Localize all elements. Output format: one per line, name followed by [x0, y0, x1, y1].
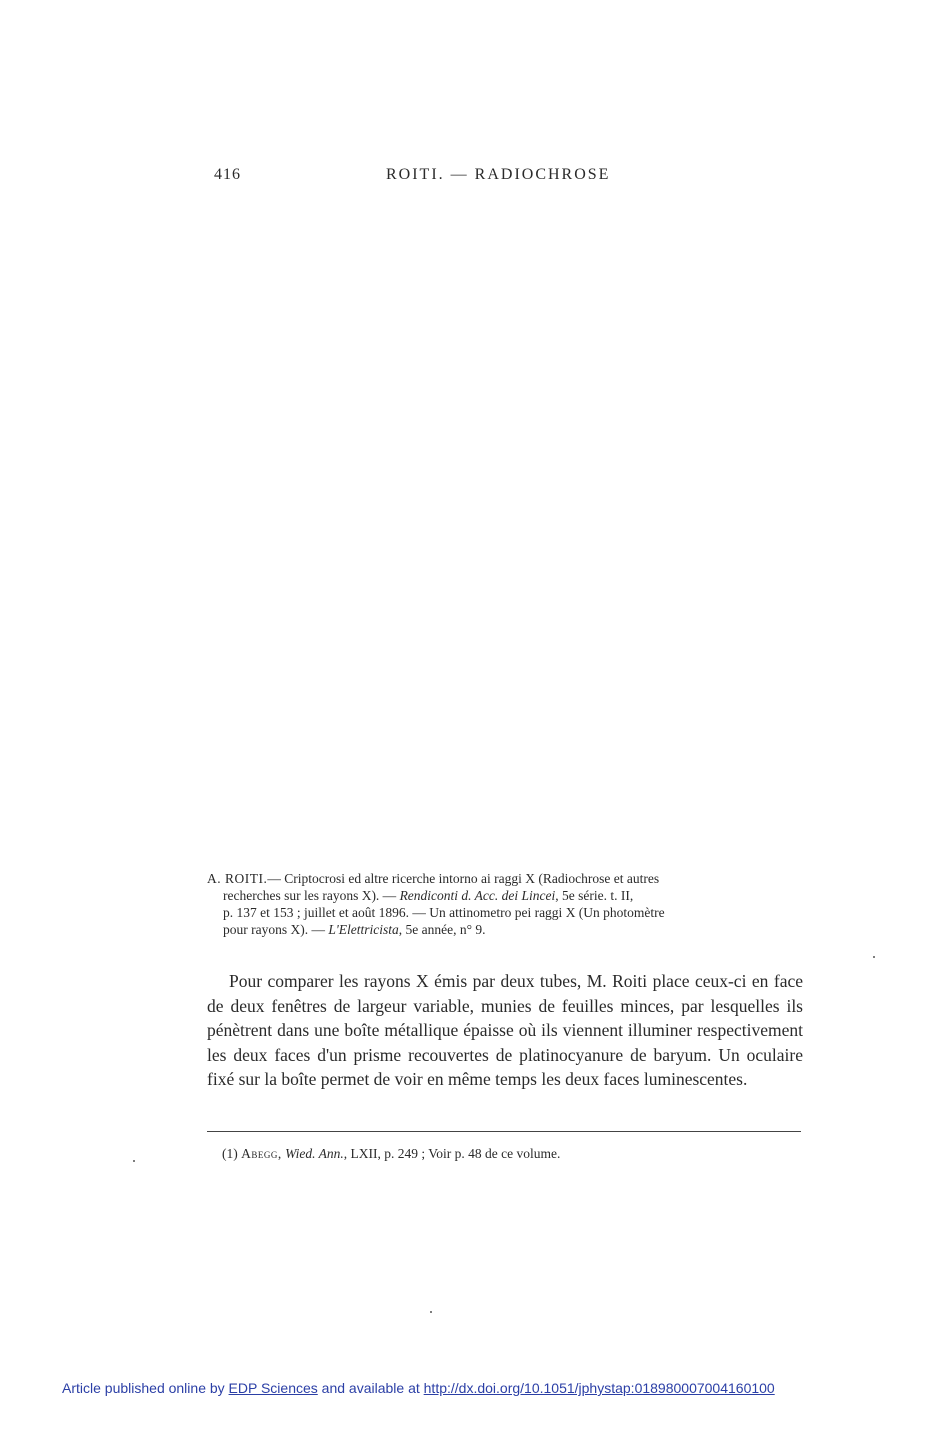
stray-mark: [133, 1160, 135, 1162]
reference-line-1: — Criptocrosi ed altre ricerche intorno ai raggi X (Radiochrose et autres: [267, 871, 660, 886]
doi-link[interactable]: http://dx.doi.org/10.1051/jphystap:018980007004160100: [423, 1380, 775, 1396]
reference-line-2: recherches sur les rayons X). —: [223, 888, 400, 903]
reference-line-4: pour rayons X). —: [223, 922, 329, 937]
footer-prefix: Article published online by: [62, 1380, 225, 1396]
footnote-journal: Wied. Ann.: [285, 1146, 344, 1161]
reference-line-3: p. 137 et 153 ; juillet et août 1896. — Un attinometro pei raggi X (Un photomètre: [223, 905, 665, 920]
body-text: [207, 969, 803, 1092]
reference-journal-2: L'Elettricista: [328, 922, 399, 937]
footnote-marker: (1): [222, 1146, 238, 1161]
stray-mark: [873, 956, 875, 958]
footnote-author: Abegg,: [241, 1146, 282, 1161]
page-number: 416: [214, 166, 241, 183]
reference-block: [207, 870, 803, 938]
reference-journal-1: Rendiconti d. Acc. dei Lincei: [399, 888, 556, 903]
footnote: [222, 1145, 560, 1162]
stray-mark: [430, 1311, 432, 1313]
footer-middle: and available at: [321, 1380, 420, 1396]
reference-journal-2-tail: , 5e année, n° 9.: [398, 922, 486, 937]
reference-journal-1-tail: , 5e série. t. II,: [555, 888, 634, 903]
body-paragraph: Pour comparer les rayons X émis par deux tubes, M. Roiti place ceux-ci en face de deux fenêtres de largeur variable, munies de feuilles minces, par lesquelles ils pénètrent dans une boîte métallique épaisse où ils viennent illuminer respectivement les deux faces d'un prisme recouvertes de platinocyanure de baryum. Un oculaire fixé sur la boîte permet de voir en même temps les deux faces luminescentes.: [207, 971, 803, 1089]
running-head: ROITI. — RADIOCHROSE: [386, 166, 611, 183]
footnote-rule: [207, 1131, 801, 1132]
footnote-text: , LXII, p. 249 ; Voir p. 48 de ce volume.: [343, 1146, 561, 1161]
edp-footer: [62, 1380, 775, 1396]
reference-author: A. ROITI.: [207, 871, 268, 886]
edp-sciences-link[interactable]: EDP Sciences: [228, 1380, 318, 1396]
